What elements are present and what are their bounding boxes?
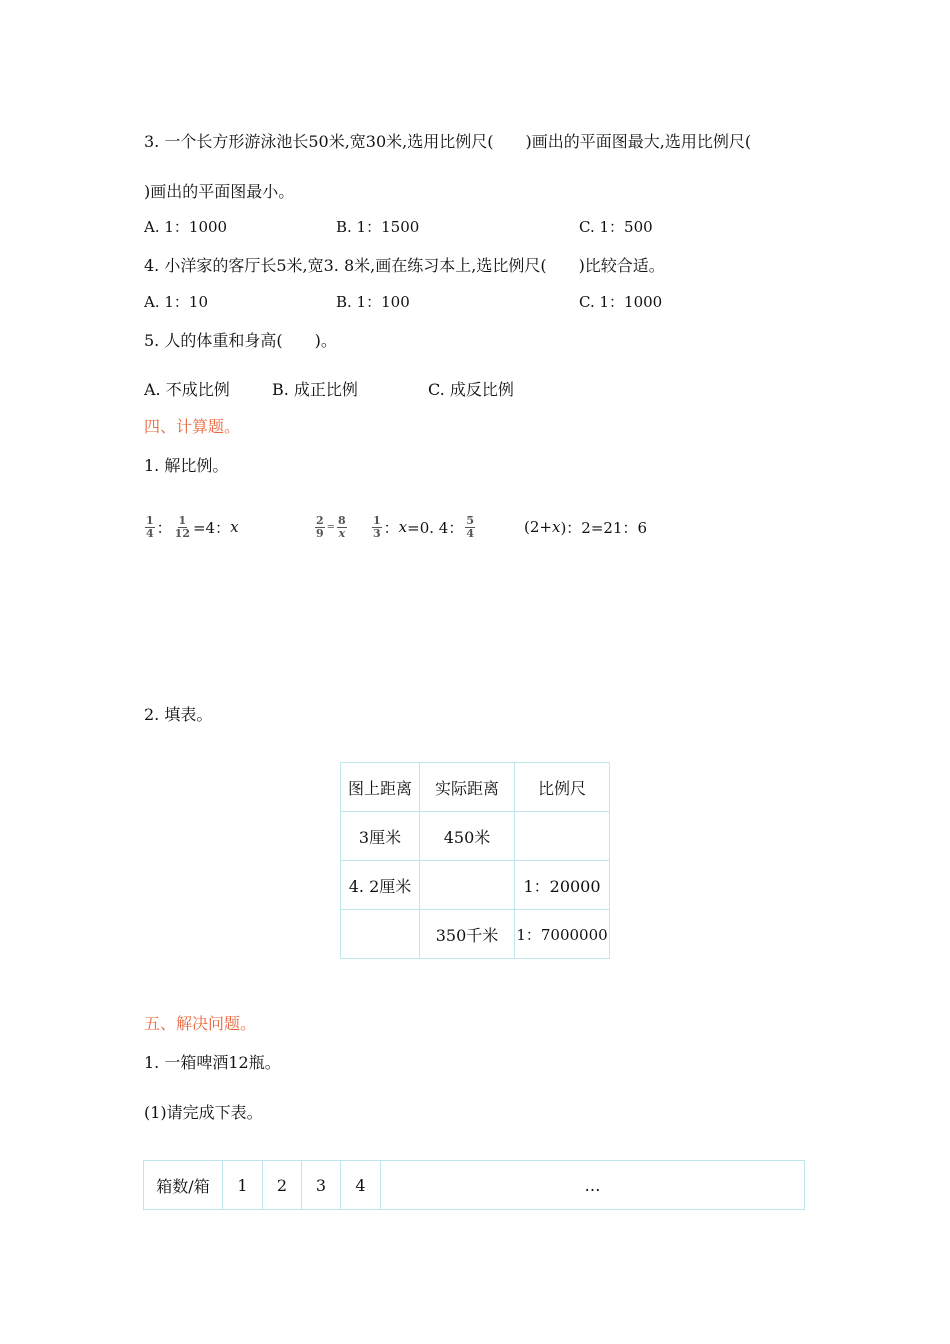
table-cell: [420, 861, 515, 910]
table-label: 箱数/箱: [144, 1161, 223, 1210]
table-cell: 4. 2厘米: [341, 861, 420, 910]
variable: x: [398, 518, 408, 536]
table-cell: 4: [341, 1161, 381, 1210]
table-header-row: [341, 763, 610, 812]
section5-title: 五、解决问题。: [144, 1014, 257, 1033]
q5-option-a: A. 不成比例: [144, 380, 230, 399]
table-cell: [341, 910, 420, 959]
equation-text: =0. 4：: [407, 518, 464, 537]
section4-q2: 2. 填表。: [144, 705, 213, 724]
section5-q1: 1. 一箱啤酒12瓶。: [144, 1053, 281, 1072]
table-cell: 1: [223, 1161, 263, 1210]
fraction: $\frac{8}{x}$: [338, 513, 346, 540]
table-row: [144, 1161, 805, 1210]
q5-text: 5. 人的体重和身高( )。: [144, 331, 337, 350]
equation-text: )：2=21：6: [560, 518, 648, 537]
table-cell: 350千米: [420, 910, 515, 959]
equation-1: [143, 510, 239, 544]
q3-option-c: C. 1：500: [579, 218, 653, 236]
scale-table: [340, 762, 610, 959]
q4-option-c: C. 1：1000: [579, 293, 663, 311]
equation-2: [313, 510, 349, 544]
table-cell: [515, 812, 610, 861]
q3-option-b: B. 1：1500: [336, 218, 420, 236]
table-cell: 2: [263, 1161, 302, 1210]
fraction: $\frac{2}{9}$: [316, 513, 324, 540]
table-row: [341, 861, 610, 910]
q5-option-c: C. 成反比例: [428, 380, 514, 399]
section5-sub1: (1)请完成下表。: [144, 1103, 263, 1122]
q3-option-a: A. 1：1000: [144, 218, 228, 236]
table-cell: …: [381, 1161, 805, 1210]
ratio-sign: ：: [156, 518, 172, 537]
q3-line2: )画出的平面图最小。: [144, 182, 295, 201]
table-cell: 450米: [420, 812, 515, 861]
q4-text: 4. 小洋家的客厅长5米,宽3. 8米,画在练习本上,选比例尺( )比较合适。: [144, 256, 665, 275]
table-header: 比例尺: [515, 763, 610, 812]
section4-q1: 1. 解比例。: [144, 456, 229, 475]
table-cell: 3厘米: [341, 812, 420, 861]
variable: x: [230, 518, 239, 536]
equation-text: =4：: [192, 518, 231, 537]
variable: x: [551, 518, 561, 536]
fraction: $\frac{1}{4}$: [146, 513, 154, 540]
table-cell: 1：20000: [515, 861, 610, 910]
q3-line1: 3. 一个长方形游泳池长50米,宽30米,选用比例尺( )画出的平面图最大,选用比例尺(: [144, 132, 752, 151]
ratio-sign: ：: [383, 518, 399, 537]
table-row: [341, 812, 610, 861]
table-cell: 1：7000000: [515, 910, 610, 959]
table-header: 实际距离: [420, 763, 515, 812]
q4-option-a: A. 1：10: [144, 293, 208, 311]
fraction: $\frac{1}{3}$: [373, 513, 381, 540]
section4-title: 四、计算题。: [144, 417, 241, 436]
equation-3: [370, 510, 477, 544]
table-row: [341, 910, 610, 959]
q4-option-b: B. 1：100: [336, 293, 410, 311]
table-cell: 3: [302, 1161, 341, 1210]
fraction: $\frac{1}{12}$: [174, 513, 190, 540]
equation-4: [524, 510, 647, 544]
equals-sign: =: [326, 521, 336, 533]
equation-text: (2+: [524, 518, 552, 536]
boxes-table: [143, 1160, 805, 1210]
q5-option-b: B. 成正比例: [272, 380, 358, 399]
table-header: 图上距离: [341, 763, 420, 812]
fraction: $\frac{5}{4}$: [466, 513, 474, 540]
